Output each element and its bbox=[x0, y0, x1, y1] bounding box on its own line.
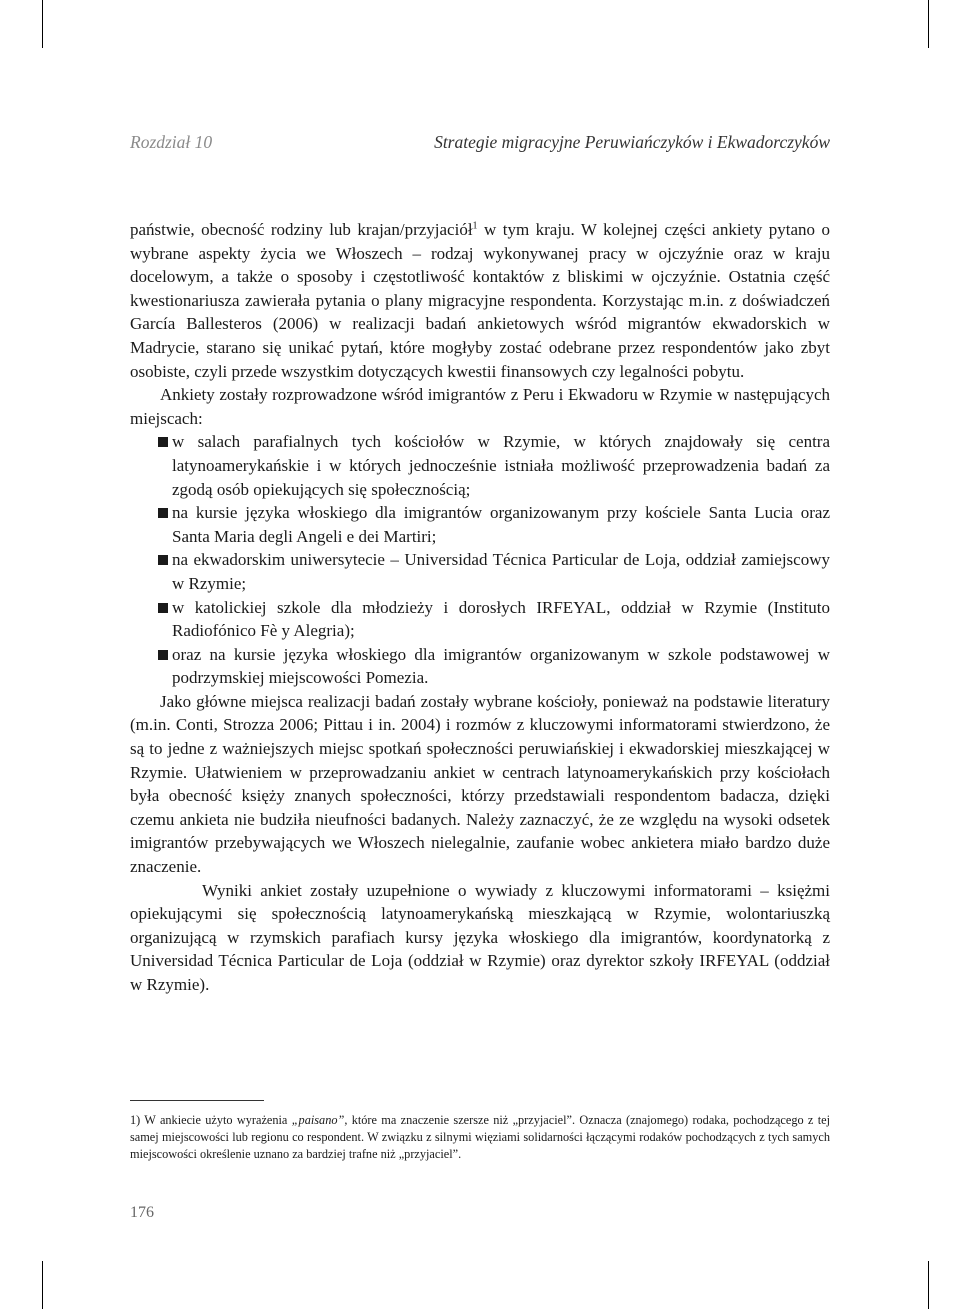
footnote: 1) W ankiecie użyto wyrażenia „paisano”, które ma znaczenie szersze niż „przyjaciel”. Oznacza (znajomego) rodaka, pochodzącego z tej samej miejscowości lub regionu co respondent. W związku z silnymi więziami solidarności łączącymi rodaków pochodzących z tych samych miejscowości określenie uznano za bardziej trafne niż „przyjaciel”. bbox=[130, 1113, 830, 1161]
crop-mark bbox=[42, 1261, 43, 1309]
list-item: w katolickiej szkole dla młodzieży i dorosłych IRFEYAL, oddział w Rzymie (Instituto Radiofónico Fè y Alegria); bbox=[130, 596, 830, 643]
list-item: na ekwadorskim uniwersytecie – Universidad Técnica Particular de Loja, oddział zamiejscowy w Rzymie; bbox=[130, 548, 830, 595]
crop-mark bbox=[928, 1261, 929, 1309]
square-bullet-icon bbox=[158, 555, 168, 565]
page-number: 176 bbox=[130, 1204, 154, 1221]
list-item: w salach parafialnych tych kościołów w Rzymie, w których znajdowały się centra latynoamerykańskie i w których jednocześnie istniała możliwość przeprowadzenia badań za zgodą osób opiekujących się społecznością; bbox=[130, 430, 830, 501]
running-head bbox=[130, 132, 830, 156]
footnote-term: „paisano” bbox=[291, 1113, 345, 1127]
footnote-reference[interactable]: 1 bbox=[472, 220, 478, 232]
location-list bbox=[130, 430, 830, 690]
paragraph: państwie, obecność rodziny lub krajan/przyjaciół$^1$ w tym kraju. W kolejnej części ankiety pytano o wybrane aspekty życia we Włoszech – rodzaj wykonywanej pracy w ojczyźnie oraz w kraju docelowym, a także o sposoby i częstotliwość kontaktów z bliskimi w ojczyźnie. Ostatnia część kwestionariusza zawierała pytania o plany migracyjne respondenta. Korzystając m.in. z doświadczeń García Ballesteros (2006) w realizacji badań ankietowych wśród migrantów ekwadorskich w Madrycie, starano się unikać pytań, które mogłyby zostać odebrane przez respondentów jako zbyt osobiste, czyli przede wszystkim dotyczących kwestii finansowych czy legalności pobytu. bbox=[130, 220, 831, 381]
square-bullet-icon bbox=[158, 437, 168, 447]
footnote-divider bbox=[130, 1100, 264, 1101]
chapter-title: Strategie migracyjne Peruwiańczyków i Ekwadorczyków bbox=[434, 132, 830, 152]
square-bullet-icon bbox=[158, 603, 168, 613]
square-bullet-icon bbox=[158, 508, 168, 518]
body-text bbox=[130, 218, 830, 997]
crop-mark bbox=[42, 0, 43, 48]
footnote-number: 1) bbox=[130, 1113, 141, 1127]
chapter-label: Rozdział 10 bbox=[130, 132, 213, 152]
crop-mark bbox=[928, 0, 929, 48]
list-item: na kursie języka włoskiego dla imigrantów organizowanym przy kościele Santa Lucia oraz Santa Maria degli Angeli e dei Martiri; bbox=[130, 501, 830, 548]
paragraph: Ankiety zostały rozprowadzone wśród imigrantów z Peru i Ekwadoru w Rzymie w następujących miejscach: bbox=[130, 385, 830, 428]
list-item: oraz na kursie języka włoskiego dla imigrantów organizowanym w szkole podstawowej w podrzymskiej miejscowości Pomezia. bbox=[130, 643, 830, 690]
square-bullet-icon bbox=[158, 650, 168, 660]
paragraph: Jako główne miejsca realizacji badań zostały wybrane kościoły, ponieważ na podstawie literatury (m.in. Conti, Strozza 2006; Pittau i in. 2004) i rozmów z kluczowymi informatorami stwierdzono, że są to jedne z ważniejszych miejsc spotkań społeczności peruwiańskiej i ekwadorskiej mieszkającej w Rzymie. Ułatwieniem w przeprowadzaniu ankiet w centrach latynoamerykańskich przy kościołach była obecność księży znanych społeczności, którzy przedstawiali respondentom badacza, dzięki czemu ankieta nie budziła nieufności badanych. Należy zaznaczyć, że ze względu na wysoki odsetek imigrantów przebywających we Włoszech nielegalnie, zaufanie wobec ankietera miało bardzo duże znaczenie. bbox=[130, 691, 830, 877]
paragraph: Wyniki ankiet zostały uzupełnione o wywiady z kluczowymi informatorami – księżmi opiekującymi się społecznością latynoamerykańską mieszkającą w Rzymie, wolontariuszką organizującą w rzymskich parafiach kursy języka włoskiego dla imigrantów, koordynatorką z Universidad Técnica Particular de Loja (oddział w Rzymie) oraz dyrektor szkoły IRFEYAL (oddział w Rzymie). bbox=[130, 880, 830, 994]
